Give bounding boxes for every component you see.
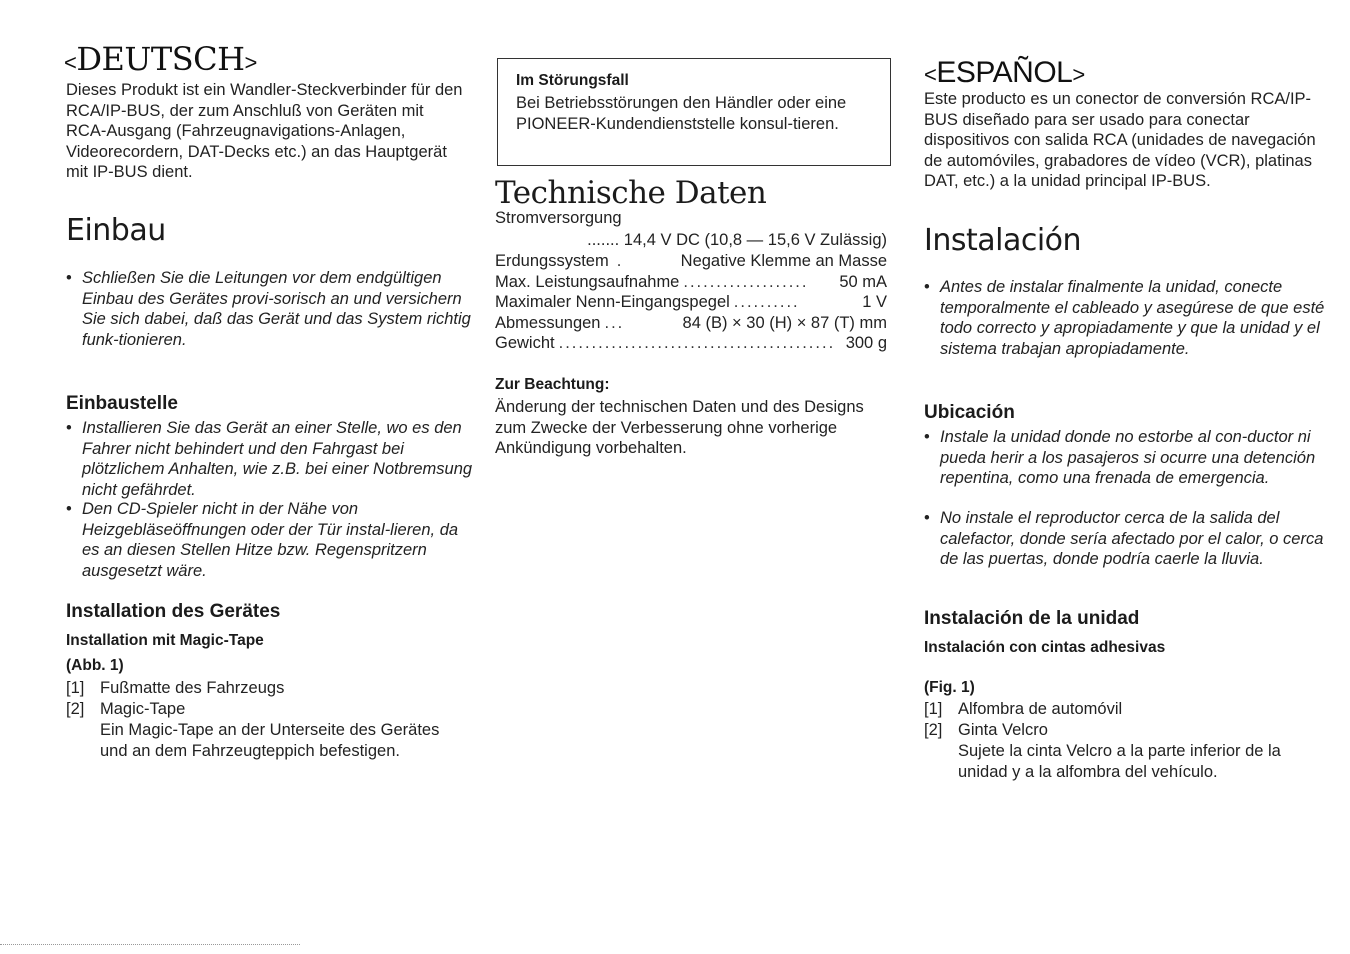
spec-label: Erdungssystem bbox=[495, 252, 609, 270]
ubicacion-bullet-2: • No instale el reproductor cerca de la salida del calefactor, donde sería afectado por el calor, o cerca de las puertas, donde podría caerle la lluvia. bbox=[924, 509, 1324, 568]
espanol-item-2-num: [2] bbox=[924, 721, 943, 739]
deutsch-title: <DEUTSCH> bbox=[64, 40, 257, 78]
installation-heading: Installation des Gerätes bbox=[66, 601, 281, 622]
instalacion-bullet: • Antes de instalar finalmente la unidad, conecte temporalmente el cableado y asegúrese de que esté todo correcto y apropiadamente y que la unidad y el sistema trabajan apropiadamente. bbox=[924, 278, 1325, 358]
spec-value: 300 g bbox=[845, 334, 887, 352]
deutsch-item-2 bbox=[66, 699, 185, 720]
ubicacion-bullet-2-text: No instale el reproductor cerca de la salida del calefactor, donde sería afectado por el calor, o cerca de las puertas, donde podría caerle la lluvia. bbox=[940, 509, 1324, 568]
malfunction-notice-body: Bei Betriebsstörungen den Händler oder eine PIONEER-Kundendienststelle konsul-tieren. bbox=[516, 94, 847, 133]
spec-label: Gewicht bbox=[495, 334, 555, 352]
spec-label: Maximaler Nenn-Eingangspegel bbox=[495, 293, 730, 311]
bottom-rule bbox=[0, 944, 300, 945]
einbaustelle-heading: Einbaustelle bbox=[66, 393, 178, 414]
deutsch-item-2-text: Magic-Tape bbox=[100, 700, 186, 718]
spec-supply-label: Stromversorgung bbox=[495, 209, 622, 227]
espanol-intro: Este producto es un conector de conversión RCA/IP-BUS diseñado para ser usado para conectar dispositivos con salida RCA (unidades de navegación de automóviles, grabadores de vídeo (VCR), platinas DAT, etc.) a la unidad principal IP-BUS. bbox=[924, 90, 1316, 190]
espanol-item-1 bbox=[924, 699, 1122, 720]
ubicacion-heading: Ubicación bbox=[924, 402, 1015, 423]
spec-row bbox=[495, 272, 887, 293]
spec-leader: .......... bbox=[733, 293, 800, 311]
deutsch-item-2-description: Ein Magic-Tape an der Unterseite des Gerätes und an dem Fahrzeugteppich befestigen. bbox=[100, 721, 440, 760]
deutsch-figure-ref: (Abb. 1) bbox=[66, 657, 124, 674]
malfunction-notice-box bbox=[497, 58, 891, 166]
spec-label: Abmessungen bbox=[495, 313, 601, 332]
einbaustelle-bullet-1-text: Installieren Sie das Gerät an einer Stelle, wo es den Fahrer nicht behindert und den Fahrgast bei plötzlichem Anhalten, wie z.B. bei einer Notbremsung nicht gefährdet. bbox=[82, 419, 473, 499]
ubicacion-bullet-1: • Instale la unidad donde no estorbe al con-ductor ni pueda herir a los pasajeros si ocurre una detención repentina, como una frenada de emergencia. bbox=[924, 428, 1316, 487]
espanol-figure-ref: (Fig. 1) bbox=[924, 679, 975, 696]
espanol-item-1-text: Alfombra de automóvil bbox=[958, 700, 1123, 718]
spec-supply-value: ....... 14,4 V DC (10,8 — 15,6 V Zulässig) bbox=[587, 231, 887, 249]
espanol-item-2-description: Sujete la cinta Velcro a la parte inferior de la unidad y a la alfombra del vehículo. bbox=[958, 742, 1281, 781]
instalacion-bullet-text: Antes de instalar finalmente la unidad, conecte temporalmente el cableado y asegúrese de que esté todo correcto y apropiadamente y que la unidad y el sistema trabajan apropiadamente. bbox=[940, 278, 1325, 358]
deutsch-title-text: DEUTSCH bbox=[76, 40, 245, 78]
instalacion-unidad-subheading: Instalación con cintas adhesivas bbox=[924, 639, 1166, 656]
einbaustelle-bullet-1: • Installieren Sie das Gerät an einer Stelle, wo es den Fahrer nicht behindert und den Fahrgast bei plötzlichem Anhalten, wie z.B. bei einer Notbremsung nicht gefährdet. bbox=[66, 419, 473, 499]
instalacion-heading: Instalación bbox=[924, 223, 1082, 258]
espanol-item-1-num: [1] bbox=[924, 700, 943, 718]
espanol-title-text: ESPAÑOL bbox=[936, 56, 1073, 89]
ubicacion-bullet-1-text: Instale la unidad donde no estorbe al con-ductor ni pueda herir a los pasajeros si ocurre una detención repentina, como una frenada de emergencia. bbox=[940, 428, 1316, 487]
spec-value: 50 mA bbox=[839, 272, 887, 291]
spec-row bbox=[495, 292, 887, 313]
deutsch-item-1 bbox=[66, 678, 284, 699]
note-heading: Zur Beachtung: bbox=[495, 376, 610, 393]
einbaustelle-bullet-2: • Den CD-Spieler nicht in der Nähe von Heizgebläseöffnungen oder der Tür instal-lieren, da es an diesen Stellen Hitze bzw. Regenspritzern ausgesetzt wäre. bbox=[66, 500, 459, 580]
technische-daten-heading: Technische Daten bbox=[495, 175, 767, 211]
deutsch-item-1-text: Fußmatte des Fahrzeugs bbox=[100, 679, 285, 697]
spec-leader: . bbox=[616, 252, 624, 270]
deutsch-item-2-num: [2] bbox=[66, 700, 85, 718]
spec-value: 84 (B) × 30 (H) × 87 (T) mm bbox=[682, 313, 887, 332]
malfunction-notice-title: Im Störungsfall bbox=[516, 72, 629, 89]
espanol-item-2 bbox=[924, 720, 1048, 741]
instalacion-unidad-heading: Instalación de la unidad bbox=[924, 608, 1140, 629]
einbau-heading: Einbau bbox=[66, 213, 166, 248]
spec-value: Negative Klemme an Masse bbox=[680, 252, 887, 270]
espanol-title: <ESPAÑOL> bbox=[924, 56, 1085, 89]
einbaustelle-bullet-2-text: Den CD-Spieler nicht in der Nähe von Heizgebläseöffnungen oder der Tür instal-lieren, da es an diesen Stellen Hitze bzw. Regenspritzern ausgesetzt wäre. bbox=[82, 500, 459, 580]
note-body: Änderung der technischen Daten und des Designs zum Zwecke der Verbesserung ohne vorherige Ankündigung vorbehalten. bbox=[495, 398, 864, 457]
spec-list bbox=[495, 251, 887, 354]
spec-leader: ................... bbox=[683, 272, 809, 291]
deutsch-item-1-num: [1] bbox=[66, 679, 85, 697]
spec-row bbox=[495, 251, 887, 272]
einbau-bullet-text: Schließen Sie die Leitungen vor dem endgültigen Einbau des Gerätes provi-sorisch an und versichern Sie sich dabei, daß das Gerät und das System richtig funk-tionieren. bbox=[82, 269, 471, 349]
spec-leader: ... bbox=[604, 313, 625, 332]
deutsch-intro: Dieses Produkt ist ein Wandler-Steckverbinder für den RCA/IP-BUS, der zum Anschluß von Geräten mit RCA-Ausgang (Fahrzeugnavigations-Anlagen, Videorecordern, DAT-Decks etc.) an das Hauptgerät mit IP-BUS dient. bbox=[66, 81, 463, 181]
spec-row bbox=[495, 313, 887, 334]
spec-label: Max. Leistungsaufnahme bbox=[495, 272, 680, 291]
spec-row bbox=[495, 333, 887, 354]
espanol-item-2-text: Ginta Velcro bbox=[958, 721, 1048, 739]
spec-value: 1 V bbox=[862, 293, 887, 311]
spec-leader: .......................................... bbox=[558, 334, 836, 352]
installation-subheading: Installation mit Magic-Tape bbox=[66, 632, 264, 649]
einbau-bullet: • Schließen Sie die Leitungen vor dem endgültigen Einbau des Gerätes provi-sorisch an und versichern Sie sich dabei, daß das Gerät und das System richtig funk-tionieren. bbox=[66, 269, 471, 349]
